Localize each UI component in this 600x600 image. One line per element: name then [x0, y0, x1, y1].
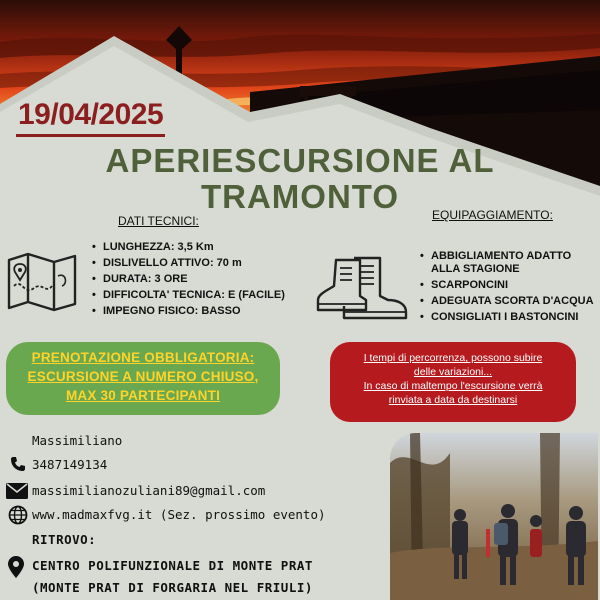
contact-email[interactable]: massimilianozuliani89@gmail.com [32, 483, 266, 498]
title-line-2: TRAMONTO [200, 178, 400, 215]
list-item: • SCARPONCINI [420, 279, 600, 292]
list-item: • DURATA: 3 ORE [92, 273, 302, 286]
booking-line-3: MAX 30 PARTECIPANTI [65, 388, 221, 403]
list-item: • ADEGUATA SCORTA D'ACQUA [420, 295, 600, 308]
contact-website[interactable]: www.madmaxfvg.it (Sez. prossimo evento) [32, 507, 326, 522]
notice-line-2: delle variazioni... [413, 366, 493, 378]
notice-line-3: In caso di maltempo l'escursione verrà [363, 380, 543, 392]
meeting-place: CENTRO POLIFUNZIONALE DI MONTE PRAT [32, 558, 313, 573]
list-item: • IMPEGNO FISICO: BASSO [92, 305, 302, 318]
list-item: • ABBIGLIAMENTO ADATTO ALLA STAGIONE [420, 250, 600, 276]
booking-notice [6, 342, 280, 415]
list-item: • LUNGHEZZA: 3,5 Km [92, 241, 302, 254]
event-title [40, 143, 560, 215]
notice-line-4: rinviata a data da destinarsi [388, 394, 518, 406]
weather-notice [330, 342, 576, 422]
booking-line-1: PRENOTAZIONE OBBLIGATORIA: [31, 350, 255, 365]
hiking-boots-icon [314, 256, 410, 322]
title-line-1: APERIESCURSIONE AL [105, 142, 495, 179]
equipment-list [420, 250, 600, 327]
envelope-icon [6, 483, 28, 499]
hikers-photo [390, 433, 598, 600]
list-item: • DISLIVELLO ATTIVO: 70 m [92, 257, 302, 270]
contact-phone[interactable]: 3487149134 [32, 457, 108, 472]
list-item: • DIFFICOLTA' TECNICA: E (FACILE) [92, 289, 302, 302]
technical-list [92, 241, 302, 321]
notice-line-1: I tempi di percorrenza, possono subire [363, 352, 543, 364]
location-pin-icon [8, 556, 24, 578]
phone-icon [10, 456, 26, 472]
meeting-location: (MONTE PRAT DI FORGARIA NEL FRIULI) [32, 580, 313, 595]
technical-heading: DATI TECNICI: [118, 214, 199, 228]
contact-name: Massimiliano [32, 433, 123, 448]
meeting-heading: RITROVO: [32, 532, 97, 547]
list-item: • CONSIGLIATI I BASTONCINI [420, 311, 600, 324]
globe-icon [8, 505, 28, 525]
event-date: 19/04/2025 [16, 98, 165, 137]
equipment-heading: EQUIPAGGIAMENTO: [432, 208, 553, 222]
booking-line-2: ESCURSIONE A NUMERO CHIUSO, [27, 369, 259, 384]
map-icon [6, 252, 78, 312]
